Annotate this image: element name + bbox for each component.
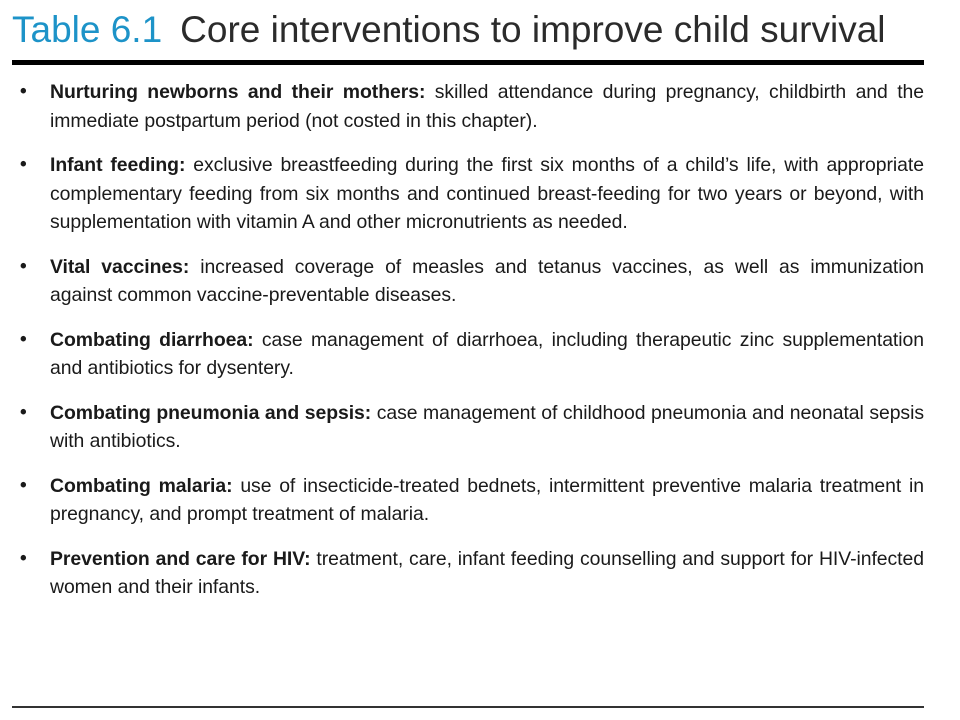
bullet-icon: • bbox=[20, 328, 27, 350]
bullet-icon: • bbox=[20, 154, 27, 175]
bullet-icon: • bbox=[20, 255, 27, 277]
item-term: Vital vaccines: bbox=[50, 255, 190, 278]
item-term: Nurturing newborns and their mothers: bbox=[50, 81, 426, 103]
item-text: increased coverage of measles and tetanus vaccines, as well as immunization against common vaccine-preventable diseases. bbox=[50, 255, 924, 306]
list-item-hiv bbox=[12, 545, 924, 602]
item-term: Combating malaria: bbox=[50, 474, 233, 497]
table-title-row bbox=[12, 4, 924, 56]
table-title: Core interventions to improve child survival bbox=[180, 9, 886, 50]
item-text: use of insecticide-treated bednets, intermittent preventive malaria treatment in pregnancy, and prompt treatment of malaria. bbox=[50, 474, 924, 525]
list-item-pneumonia bbox=[12, 399, 924, 456]
top-rule bbox=[12, 60, 924, 65]
bullet-icon: • bbox=[20, 81, 27, 102]
bullet-icon: • bbox=[20, 401, 27, 423]
item-text: treatment, care, infant feeding counselling and support for HIV-infected women and their infants. bbox=[50, 547, 924, 598]
item-term: Infant feeding: bbox=[50, 154, 186, 176]
item-term: Combating diarrhoea: bbox=[50, 328, 254, 351]
table-panel bbox=[12, 0, 924, 720]
intervention-list bbox=[12, 78, 924, 618]
item-text: skilled attendance during pregnancy, childbirth and the immediate postpartum period (not costed in this chapter). bbox=[50, 81, 924, 132]
table-number: Table 6.1 bbox=[12, 9, 163, 50]
item-term: Prevention and care for HIV: bbox=[50, 547, 311, 570]
item-text: case management of diarrhoea, including therapeutic zinc supplementation and antibiotics for dysentery. bbox=[50, 328, 924, 379]
bullet-icon: • bbox=[20, 547, 27, 569]
list-item-malaria bbox=[12, 472, 924, 529]
list-item-vaccines bbox=[12, 253, 924, 310]
bottom-rule bbox=[12, 706, 924, 708]
bullet-icon: • bbox=[20, 474, 27, 496]
item-text: exclusive breastfeeding during the first six months of a child’s life, with appropriate complementary feeding from six months and continued breast-feeding for two years or beyond, with supplementation with vitamin A and other micronutrients as needed. bbox=[50, 154, 924, 233]
list-item-newborns bbox=[12, 78, 924, 135]
list-item-diarrhoea bbox=[12, 326, 924, 383]
list-item-infant-feeding bbox=[12, 151, 924, 237]
item-term: Combating pneumonia and sepsis: bbox=[50, 401, 372, 424]
item-text: case management of childhood pneumonia and neonatal sepsis with antibiotics. bbox=[50, 401, 924, 452]
